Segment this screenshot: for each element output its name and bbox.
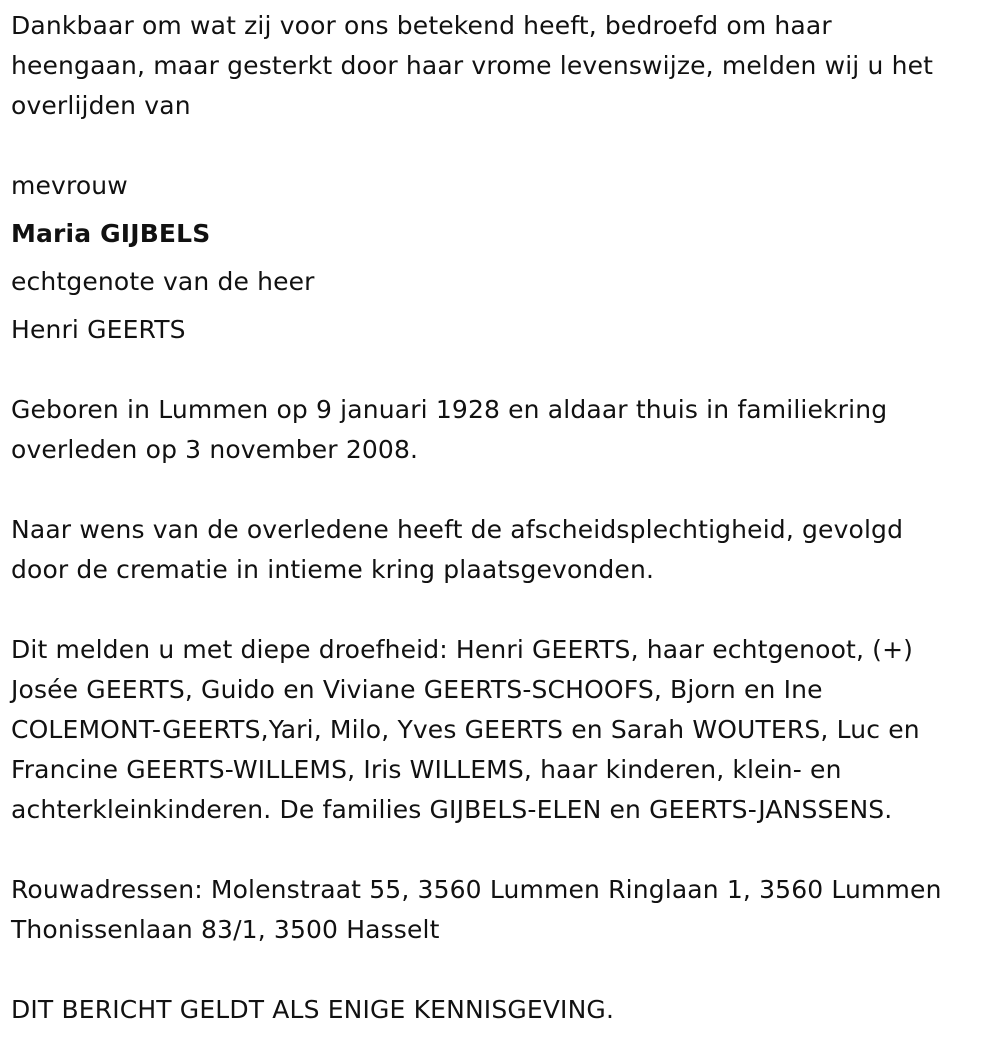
intro-line: heengaan, maar gesterkt door haar vrome levenswijze, melden wij u het — [11, 51, 934, 80]
mourners-line: Francine GEERTS-WILLEMS, Iris WILLEMS, haar kinderen, klein- en — [11, 755, 842, 784]
intro-line: overlijden van — [11, 91, 191, 120]
mourners-line: Josée GEERTS, Guido en Viviane GEERTS-SCHOOFS, Bjorn en Ine — [11, 675, 823, 704]
mourners-line: achterkleinkinderen. De families GIJBELS-ELEN en GEERTS-JANSSENS. — [11, 795, 893, 824]
deceased-title: mevrouw — [11, 171, 128, 200]
addresses-line: Thonissenlaan 83/1, 3500 Hasselt — [11, 915, 440, 944]
addresses-line: Rouwadressen: Molenstraat 55, 3560 Lummen Ringlaan 1, 3560 Lummen — [11, 875, 942, 904]
deceased-relation: echtgenote van de heer — [11, 267, 315, 296]
mourners-line: Dit melden u met diepe droefheid: Henri GEERTS, haar echtgenoot, (+) — [11, 635, 914, 664]
spouse-name: Henri GEERTS — [11, 315, 186, 344]
intro-line: Dankbaar om wat zij voor ons betekend heeft, bedroefd om haar — [11, 11, 832, 40]
ceremony-line: Naar wens van de overledene heeft de afscheidsplechtigheid, gevolgd — [11, 515, 904, 544]
mourners-line: COLEMONT-GEERTS,Yari, Milo, Yves GEERTS en Sarah WOUTERS, Luc en — [11, 715, 920, 744]
birth-death-line: Geboren in Lummen op 9 januari 1928 en aldaar thuis in familiekring — [11, 395, 888, 424]
birth-death-line: overleden op 3 november 2008. — [11, 435, 419, 464]
closing-statement: DIT BERICHT GELDT ALS ENIGE KENNISGEVING. — [11, 995, 615, 1024]
ceremony-line: door de crematie in intieme kring plaatsgevonden. — [11, 555, 655, 584]
deceased-name: Maria GIJBELS — [11, 219, 211, 248]
